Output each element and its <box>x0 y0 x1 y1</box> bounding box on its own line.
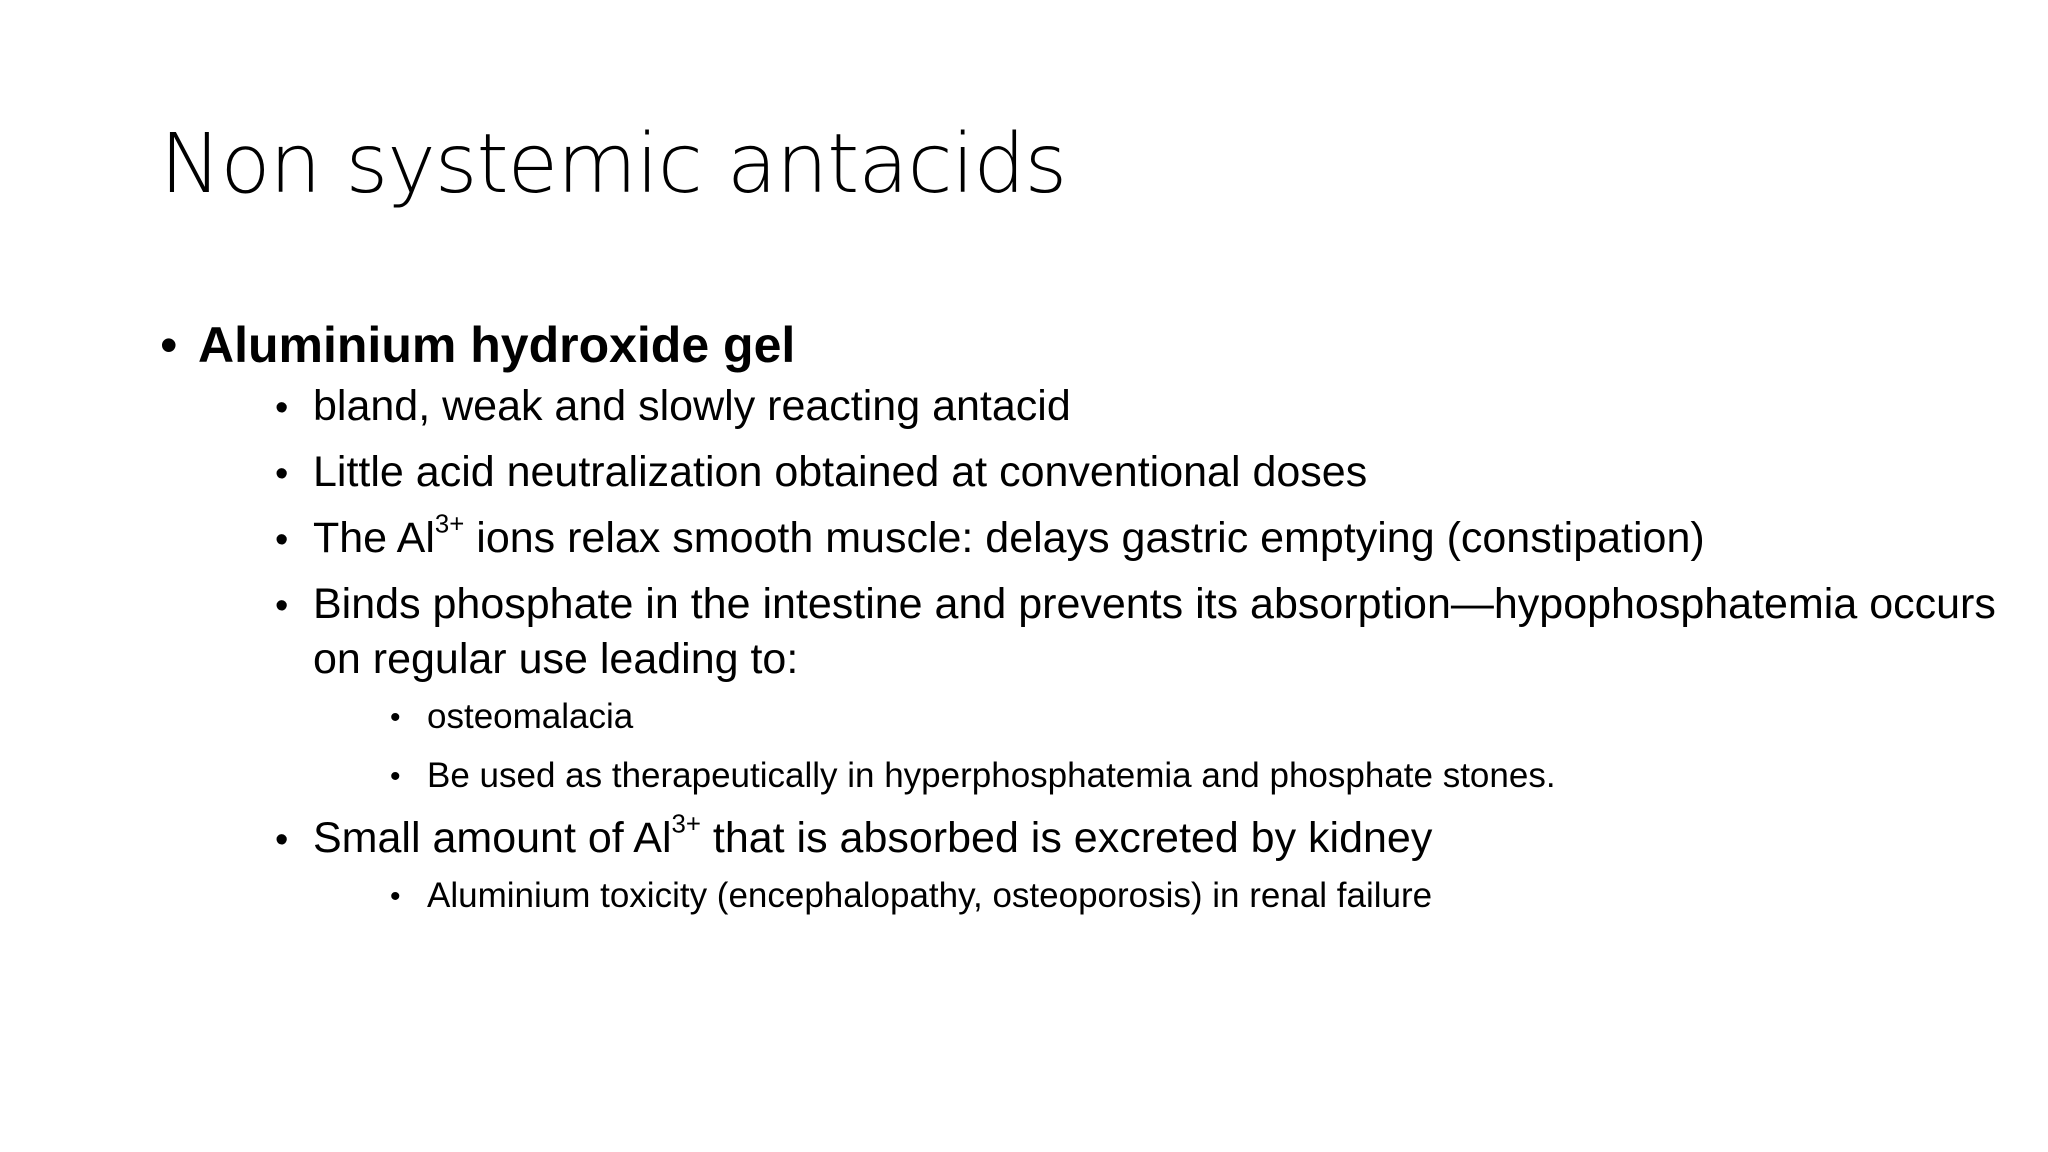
list-item <box>275 577 2010 800</box>
slide-content <box>160 315 2010 931</box>
bullet-icon: • <box>275 387 289 429</box>
list-item <box>275 511 2010 566</box>
bullet-icon: • <box>390 880 401 913</box>
bullet-icon: • <box>390 701 401 734</box>
list-item <box>275 445 2010 500</box>
list-item-text: Aluminium toxicity (encephalopathy, osteoporosis) in renal failure <box>427 876 1433 915</box>
sub-sub-bullet-list <box>313 872 2010 920</box>
list-item-text: Binds phosphate in the intestine and prevents its absorption—hypophosphatemia occurs on regular use leading to: <box>313 580 1996 683</box>
list-item-text-end: that is absorbed is excreted by kidney <box>700 814 1433 862</box>
bullet-icon: • <box>275 519 289 561</box>
bullet-icon: • <box>160 317 178 373</box>
superscript-charge: 3+ <box>434 510 465 539</box>
slide-title: Non systemic antacids <box>160 117 1067 212</box>
list-item <box>275 811 2010 920</box>
list-item-text-start: The Al <box>313 514 435 562</box>
superscript-charge: 3+ <box>671 810 701 839</box>
sub-bullet-list <box>198 379 2010 920</box>
list-item-text-start: Small amount of Al <box>313 814 672 862</box>
bullet-icon: • <box>275 585 289 627</box>
sub-sub-bullet-list <box>313 693 2010 800</box>
heading-text: Aluminium hydroxide gel <box>198 317 796 373</box>
bullet-icon: • <box>390 760 401 793</box>
list-item-text: bland, weak and slowly reacting antacid <box>313 382 1071 430</box>
list-item-text: Be used as therapeutically in hyperphosphatemia and phosphate stones. <box>427 756 1556 795</box>
bullet-icon: • <box>275 453 289 495</box>
list-item-text: Little acid neutralization obtained at conventional doses <box>313 448 1368 496</box>
bullet-heading <box>160 315 2010 920</box>
list-item <box>390 752 2010 800</box>
bullet-list <box>160 315 2010 920</box>
bullet-icon: • <box>275 819 289 861</box>
list-item <box>390 693 2010 741</box>
list-item-text-end: ions relax smooth muscle: delays gastric emptying (constipation) <box>464 514 1705 562</box>
list-item <box>275 379 2010 434</box>
list-item-text: osteomalacia <box>427 697 634 736</box>
list-item <box>390 872 2010 920</box>
